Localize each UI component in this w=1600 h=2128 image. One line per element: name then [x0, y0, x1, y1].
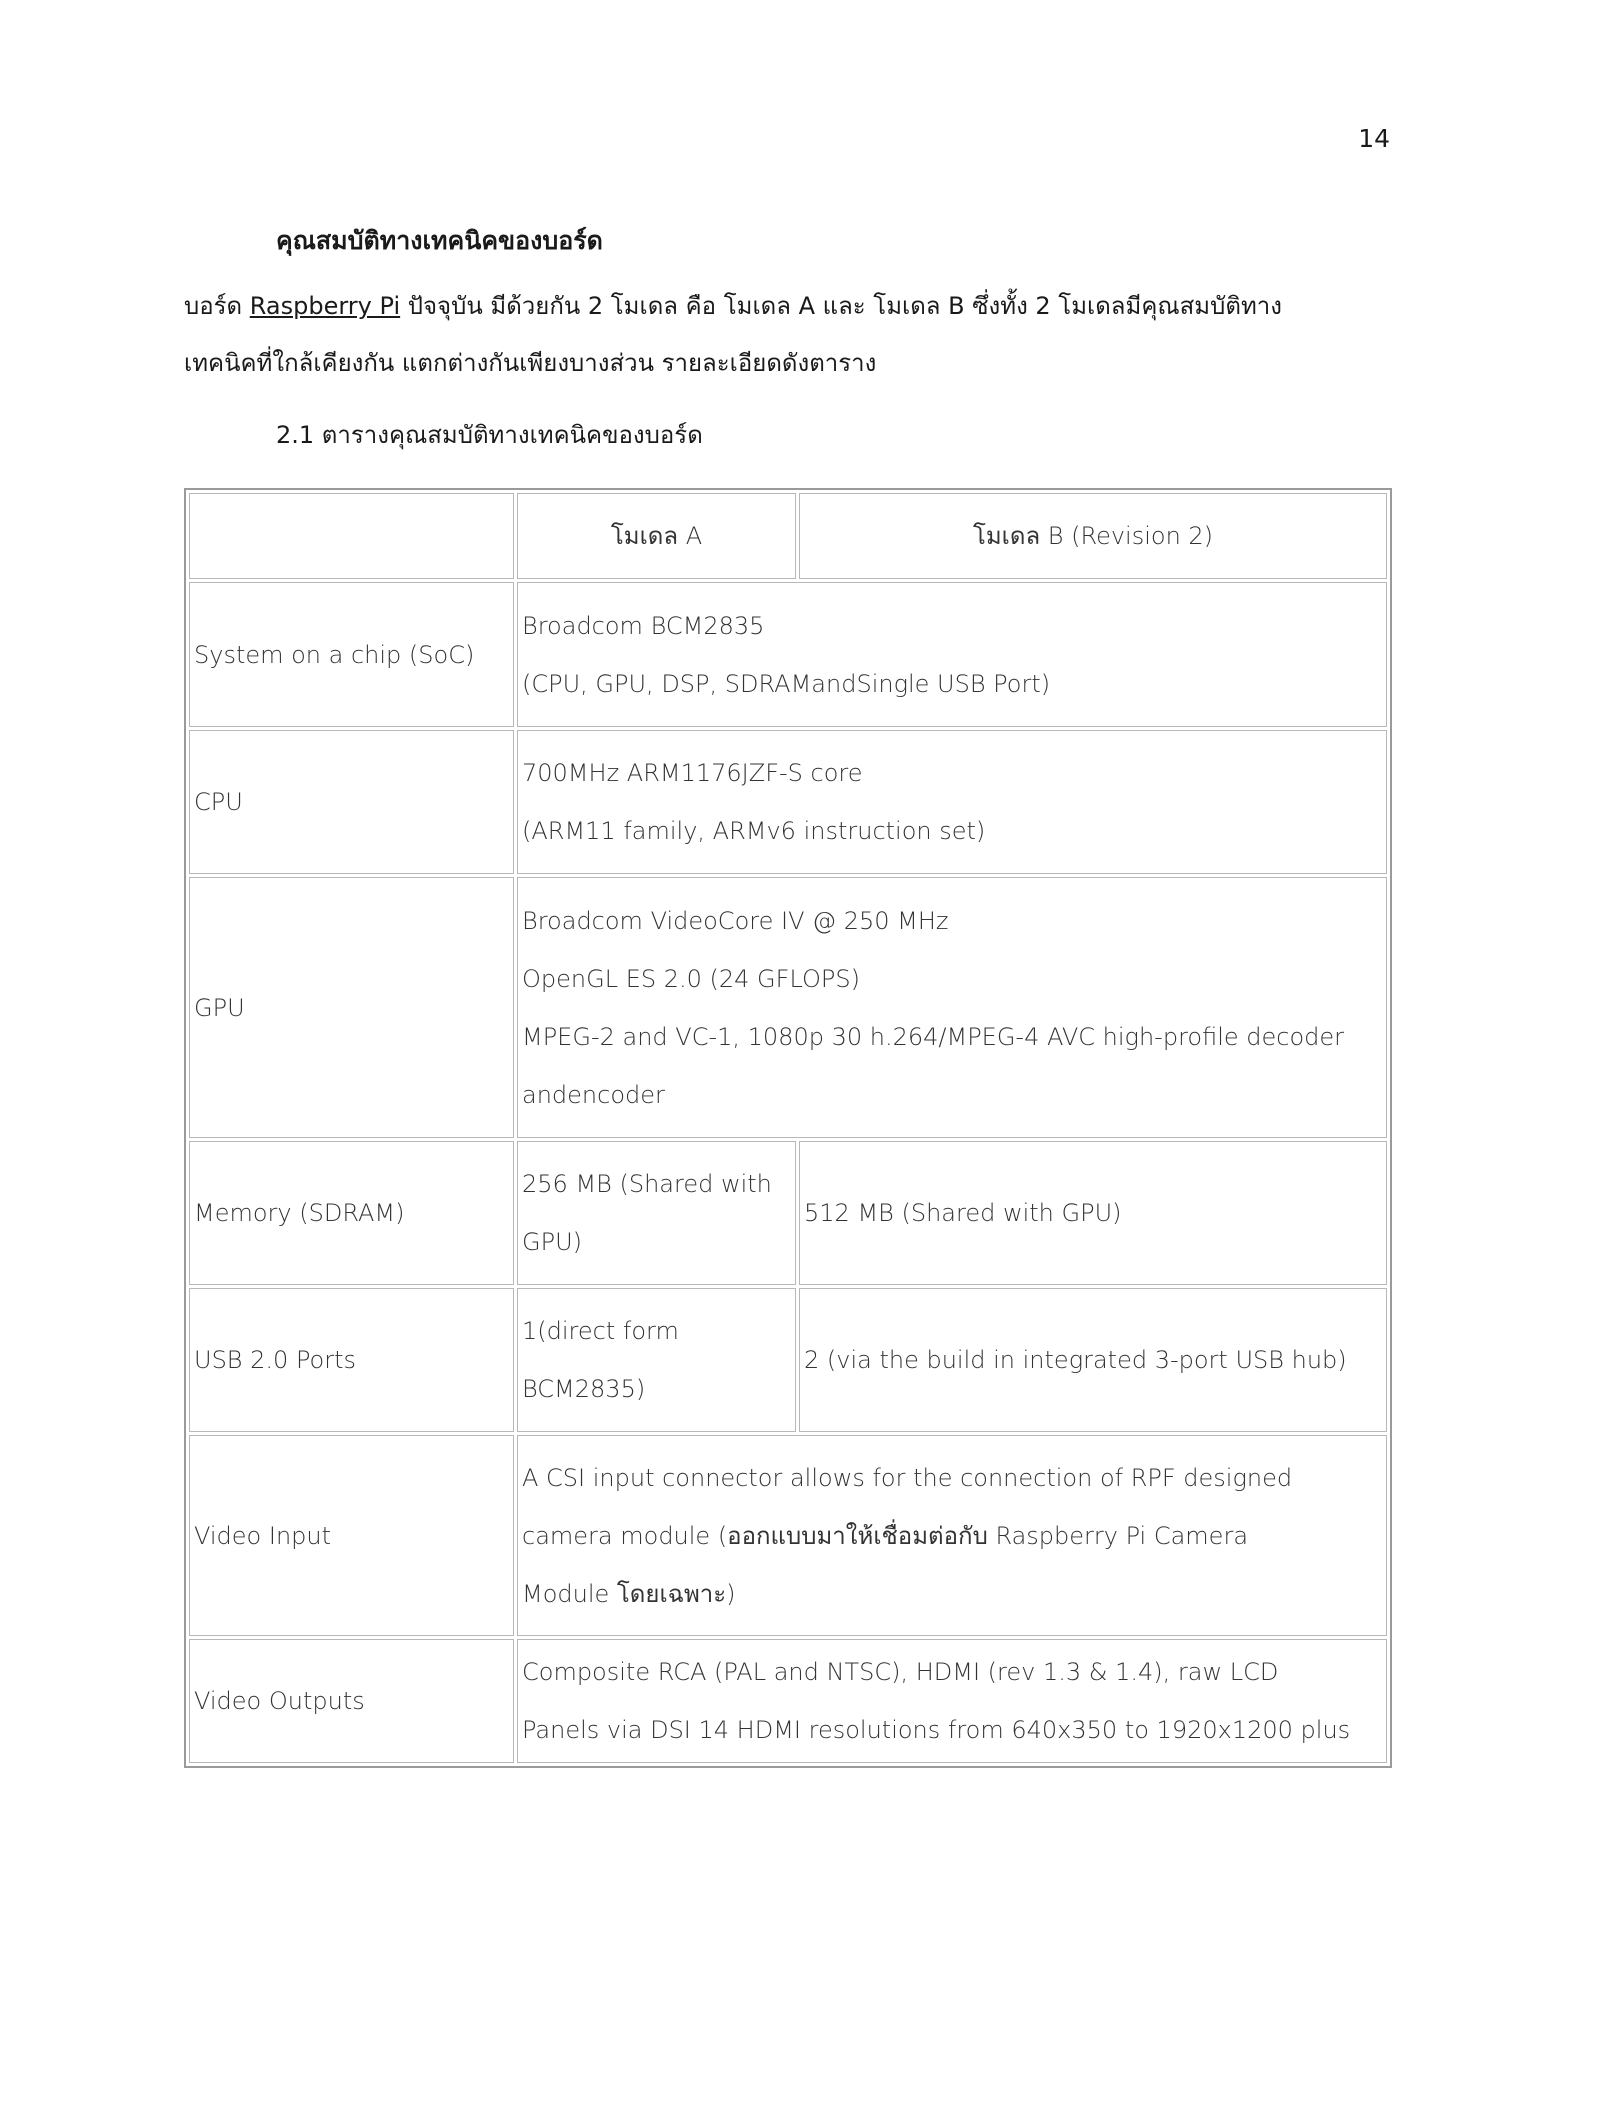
usb-model-b: 2 (via the build in integrated 3-port USB hub)	[799, 1288, 1387, 1432]
video-input-line-2: camera module (ออกแบบมาให้เชื่อมต่อกับ Raspberry Pi Camera	[522, 1521, 1249, 1550]
soc-line-2: (CPU, GPU, DSP, SDRAMandSingle USB Port)	[522, 669, 1051, 698]
row-label-memory: Memory (SDRAM)	[189, 1141, 514, 1285]
gpu-value	[517, 877, 1387, 1138]
header-model-a: โมเดล A	[517, 493, 796, 579]
usb-model-a	[517, 1288, 796, 1432]
gpu-line-1: Broadcom VideoCore IV @ 250 MHz	[522, 906, 949, 935]
gpu-line-3: MPEG-2 and VC-1, 1080p 30 h.264/MPEG-4 AVC high-profile decoder	[522, 1022, 1345, 1051]
row-label-video-outputs: Video Outputs	[189, 1639, 514, 1763]
video-outputs-line-2: Panels via DSI 14 HDMI resolutions from 640x350 to 1920x1200 plus	[522, 1716, 1351, 1744]
table-row	[189, 1435, 1387, 1636]
cpu-value	[517, 730, 1387, 874]
table-row	[189, 730, 1387, 874]
video-input-line-1: A CSI input connector allows for the connection of RPF designed	[522, 1463, 1293, 1492]
cpu-line-2: (ARM11 family, ARMv6 instruction set)	[522, 817, 986, 845]
video-outputs-line-1: Composite RCA (PAL and NTSC), HDMI (rev 1.3 & 1.4), raw LCD	[522, 1658, 1279, 1686]
memory-a-line-1: 256 MB (Shared with	[522, 1170, 772, 1198]
intro-paragraph	[184, 278, 1414, 392]
table-row	[189, 877, 1387, 1138]
table-row	[189, 1141, 1387, 1285]
header-model-b: โมเดล B (Revision 2)	[799, 493, 1387, 579]
paragraph-line1-rest: ปัจจุบัน มีด้วยกัน 2 โมเดล คือ โมเดล A และ โมเดล B ซึ่งทั้ง 2 โมเดลมีคุณสมบัติทาง	[400, 292, 1282, 320]
gpu-line-4: andencoder	[522, 1080, 665, 1109]
paragraph-line2: เทคนิคที่ใกล้เคียงกัน แตกต่างกันเพียงบางส่วน รายละเอียดดังตาราง	[184, 349, 877, 377]
row-label-video-input: Video Input	[189, 1435, 514, 1636]
table-row	[189, 582, 1387, 727]
table-caption: 2.1 ตารางคุณสมบัติทางเทคนิคของบอร์ด	[276, 421, 703, 449]
row-label-cpu: CPU	[189, 730, 514, 874]
header-empty-cell	[189, 493, 514, 579]
gpu-line-2: OpenGL ES 2.0 (24 GFLOPS)	[522, 964, 860, 993]
video-input-value	[517, 1435, 1387, 1636]
cpu-line-1: 700MHz ARM1176JZF-S core	[522, 759, 863, 787]
memory-model-a	[517, 1141, 796, 1285]
usb-a-line-1: 1(direct form	[522, 1317, 679, 1345]
table-header-row	[189, 493, 1387, 579]
row-label-soc: System on a chip (SoC)	[189, 582, 514, 727]
paragraph-prefix: บอร์ด	[184, 292, 250, 320]
video-input-line-3: Module โดยเฉพาะ)	[522, 1579, 736, 1608]
section-heading: คุณสมบัติทางเทคนิคของบอร์ด	[276, 226, 603, 255]
usb-a-line-2: BCM2835)	[522, 1375, 646, 1403]
soc-line-1: Broadcom BCM2835	[522, 611, 765, 640]
spec-table	[184, 488, 1392, 1768]
row-label-usb: USB 2.0 Ports	[189, 1288, 514, 1432]
memory-model-b: 512 MB (Shared with GPU)	[799, 1141, 1387, 1285]
row-label-gpu: GPU	[189, 877, 514, 1138]
table-row	[189, 1288, 1387, 1432]
page-number: 14	[1358, 124, 1390, 153]
table-row	[189, 1639, 1387, 1763]
memory-a-line-2: GPU)	[522, 1228, 582, 1256]
soc-value	[517, 582, 1387, 727]
raspberry-pi-link[interactable]: Raspberry Pi	[249, 292, 401, 320]
video-outputs-value	[517, 1639, 1387, 1763]
